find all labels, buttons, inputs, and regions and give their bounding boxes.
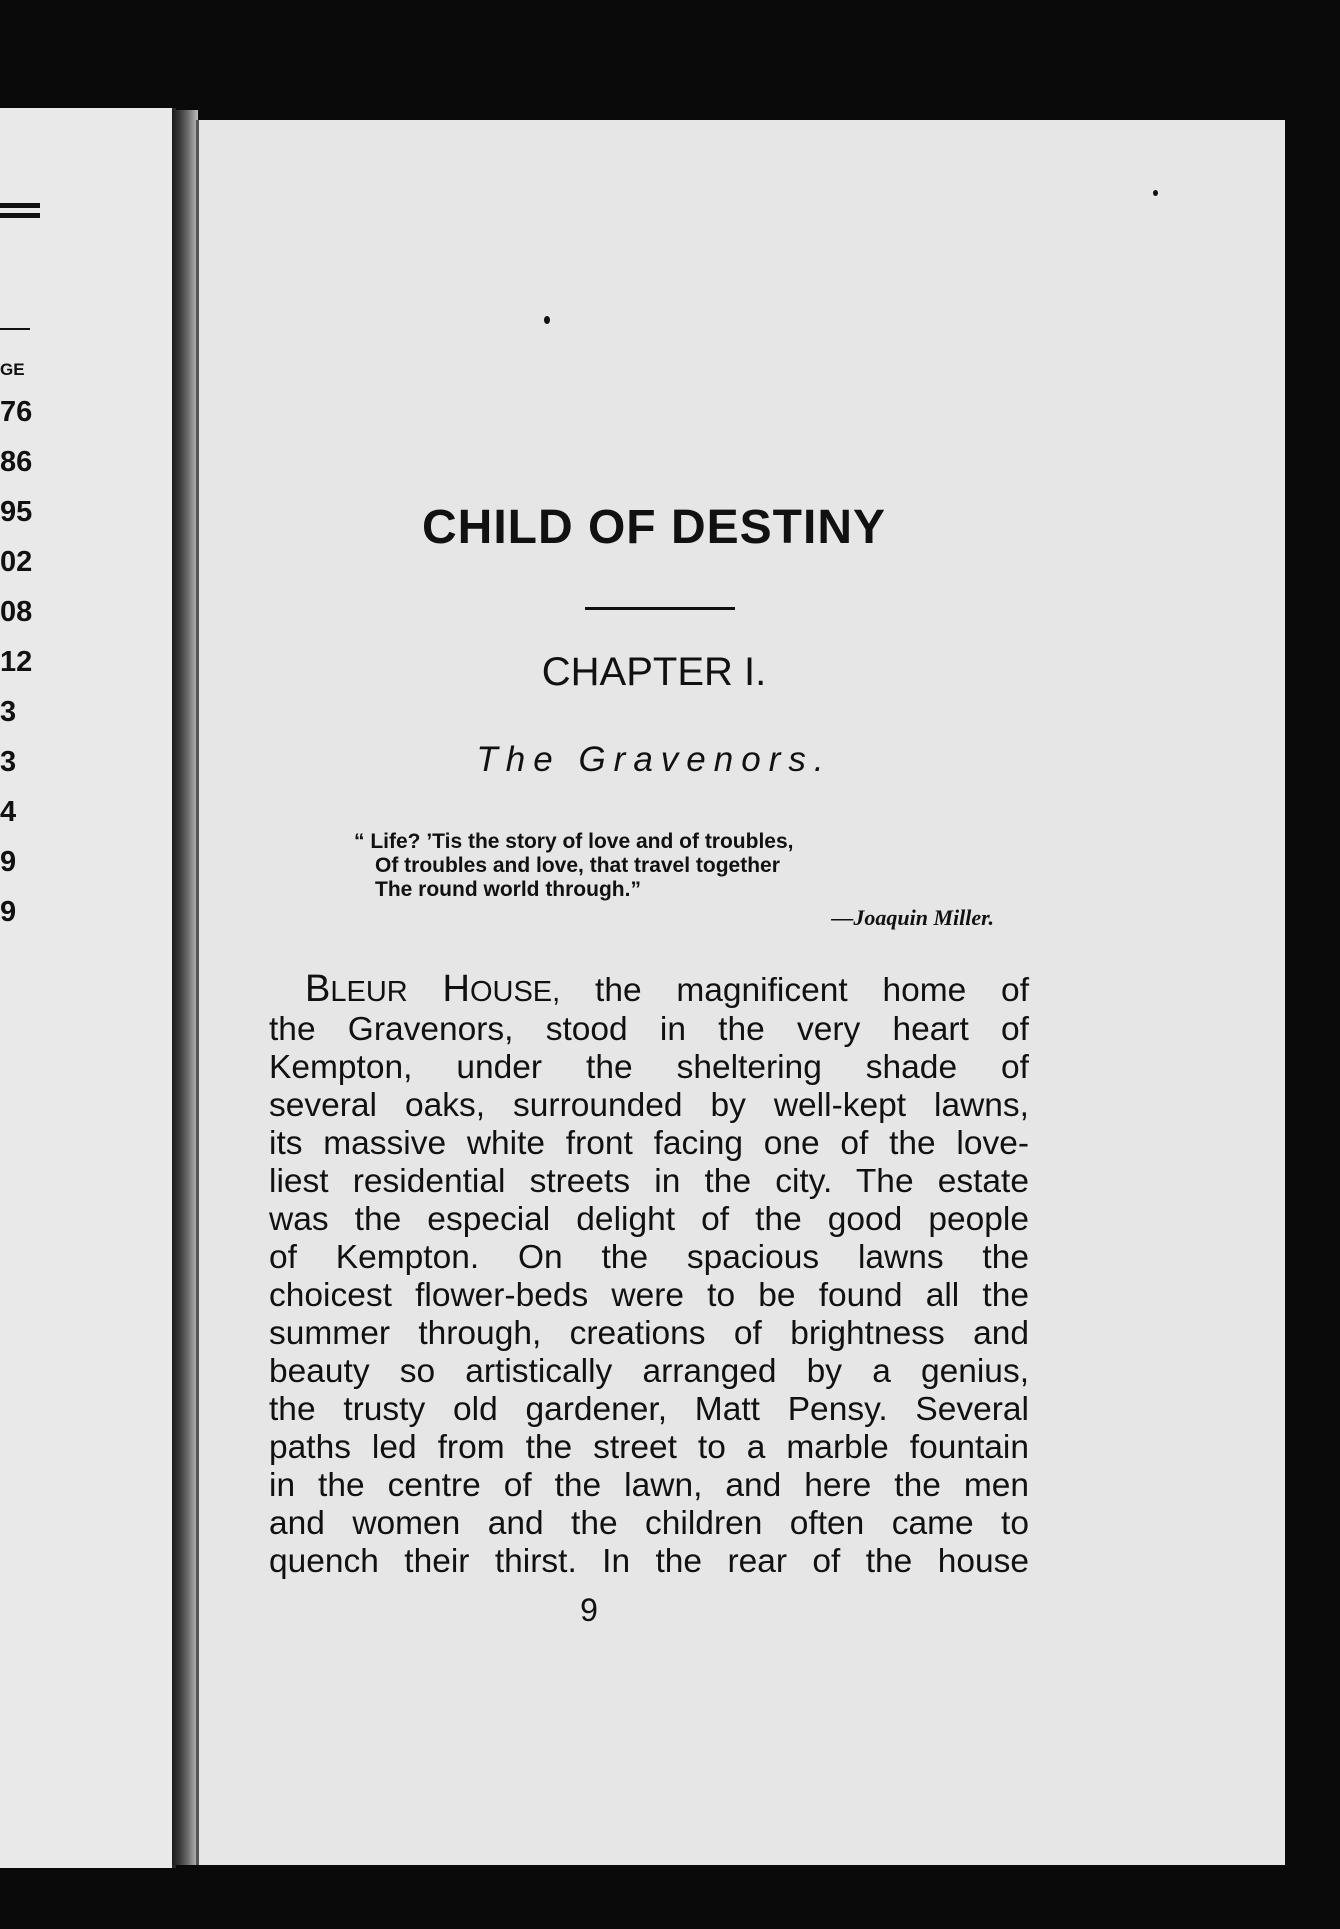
body-line-text: the magnificent home of	[595, 972, 1029, 1009]
body-line: summer through, creations of brightness and	[269, 1315, 1029, 1352]
epigraph-line: The round world through.”	[375, 878, 641, 901]
page-number: 9	[580, 1592, 598, 1628]
double-rule-top	[0, 203, 40, 208]
smallcaps-rest: LEUR	[330, 976, 408, 1008]
contents-number: 95	[0, 496, 33, 528]
title-divider	[585, 607, 735, 610]
contents-number: 3	[0, 746, 17, 778]
body-line: Kempton, under the sheltering shade of	[269, 1049, 1029, 1086]
book-spine	[172, 110, 198, 1865]
contents-rule	[0, 328, 30, 330]
speck	[544, 316, 550, 324]
smallcaps-rest: OUSE,	[469, 976, 561, 1008]
epigraph	[354, 830, 994, 902]
body-line	[269, 970, 1029, 1011]
chapter-heading: CHAPTER I.	[541, 650, 767, 694]
contents-header: GE	[0, 360, 25, 379]
speck	[1153, 190, 1158, 196]
contents-number: 02	[0, 546, 33, 578]
book-page	[196, 120, 1285, 1865]
body-line: beauty so artistically arranged by a genius,	[269, 1353, 1029, 1390]
smallcaps-initial: H	[442, 968, 470, 1010]
smallcaps-initial: B	[305, 968, 331, 1010]
book-title: CHILD OF DESTINY	[421, 501, 886, 554]
contents-number: 9	[0, 896, 17, 928]
epigraph-line: Of troubles and love, that travel together	[375, 854, 780, 877]
double-rule-bottom	[0, 213, 40, 218]
body-line: liest residential streets in the city. The estate	[269, 1163, 1029, 1200]
body-line: in the centre of the lawn, and here the men	[269, 1467, 1029, 1504]
body-line: the trusty old gardener, Matt Pensy. Several	[269, 1391, 1029, 1428]
contents-number: 4	[0, 796, 17, 828]
body-line: choicest flower-beds were to be found all the	[269, 1277, 1029, 1314]
contents-number: 86	[0, 446, 33, 478]
contents-number: 3	[0, 696, 17, 728]
contents-number: 9	[0, 846, 17, 878]
body-line: of Kempton. On the spacious lawns the	[269, 1239, 1029, 1276]
body-line: was the especial delight of the good people	[269, 1201, 1029, 1238]
body-line: the Gravenors, stood in the very heart of	[269, 1011, 1029, 1048]
previous-page	[0, 108, 176, 1868]
contents-number: 12	[0, 646, 33, 678]
body-line: quench their thirst. In the rear of the house	[269, 1543, 1029, 1580]
chapter-title: The Gravenors.	[476, 740, 832, 779]
body-line: paths led from the street to a marble fountain	[269, 1429, 1029, 1466]
contents-page-numbers	[0, 353, 32, 937]
epigraph-line: “ Life? ’Tis the story of love and of troubles,	[354, 830, 794, 853]
body-line: several oaks, surrounded by well-kept lawns,	[269, 1087, 1029, 1124]
epigraph-attribution: —Joaquin Miller.	[831, 905, 994, 930]
contents-number: 76	[0, 396, 33, 428]
chapter-body	[269, 970, 1029, 1581]
contents-number: 08	[0, 596, 33, 628]
body-line: and women and the children often came to	[269, 1505, 1029, 1542]
body-line: its massive white front facing one of the love-	[269, 1125, 1029, 1162]
